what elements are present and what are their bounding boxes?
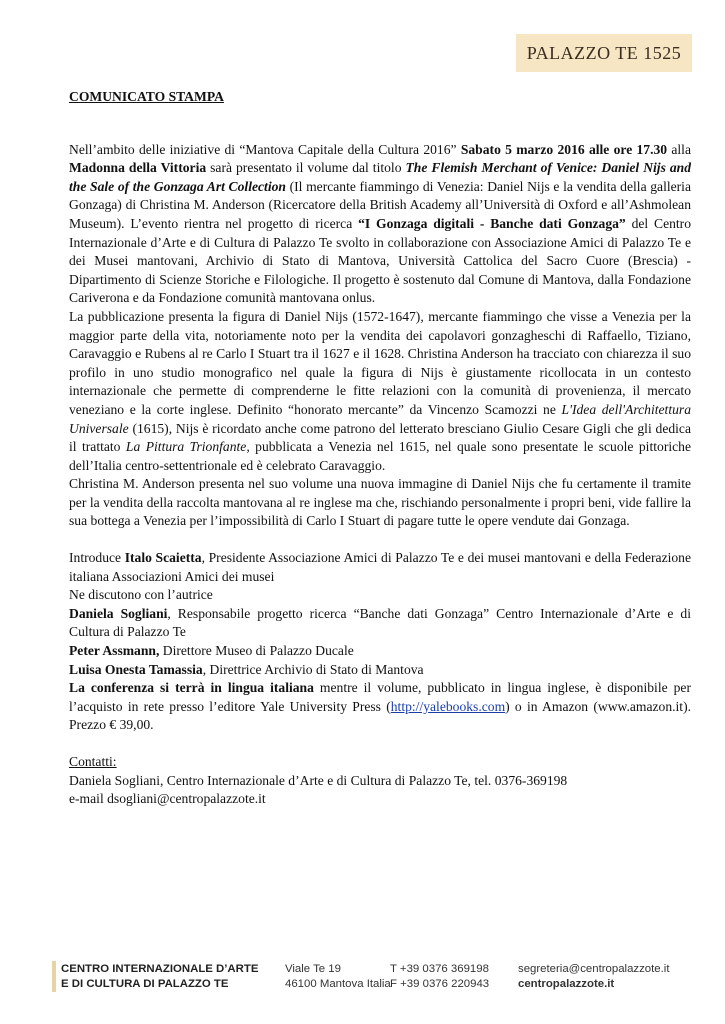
contact-line: Daniela Sogliani, Centro Internazionale d’Arte e di Cultura di Palazzo Te, tel. 0376-369198 [69, 772, 568, 788]
paragraph-anderson: Christina M. Anderson presenta nel suo volume una nuova immagine di Daniel Nijs che fu certamente il tramite per la vendita della raccolta mantovana al re inglese ma che, rischiando personalmente i propri beni, vide fallire la sua bottega a Venezia per l’impossibilità di Carlo I Stuart di pagare tutte le opere vendute dai Gonzaga. [69, 476, 691, 529]
footer-website[interactable]: centropalazzote.it [518, 978, 615, 991]
conference-language-info: La conferenza si terrà in lingua italiana mentre il volume, pubblicato in lingua inglese, è disponibile per l’acquisto in rete presso l’editore Yale University Press (http://yalebooks.com) o in Amazon (www.amazon.it). Prezzo € 39,00. [69, 680, 691, 733]
footer-web [518, 962, 670, 993]
document-title: COMUNICATO STAMPA [69, 89, 224, 104]
footer-accent-bar [52, 961, 56, 992]
yalebooks-link[interactable]: http://yalebooks.com [390, 698, 506, 714]
speaker-tamassia: Luisa Onesta Tamassia, Direttrice Archivio di Stato di Mantova [69, 661, 424, 677]
contacts-label: Contatti: [69, 754, 117, 769]
header-badge [516, 34, 692, 72]
footer-email[interactable]: segreteria@centropalazzote.it [518, 963, 670, 975]
speaker-sogliani: Daniela Sogliani, Responsabile progetto ricerca “Banche dati Gonzaga” Centro Internazionale d’Arte e di Cultura di Palazzo Te [69, 605, 691, 640]
contact-email: e-mail dsogliani@centropalazzote.it [69, 791, 266, 807]
press-release-body [69, 88, 691, 809]
footer-address: Viale Te 19 46100 Mantova Italia [285, 963, 391, 991]
paragraph-publication: La pubblicazione presenta la figura di Daniel Nijs (1572-1647), mercante fiammingo che visse a Venezia per la maggior parte della vita, notoriamente noto per la vendita dei capolavori gonzagheschi di Raffaello, Tiziano, Caravaggio e Rubens al re Carlo I Stuart tra il 1627 e il 1628. Christina Anderson ha tracciato con chiarezza il suo profilo in uno studio monografico nel quale la figura di Nijs è giustamente ricollocata in un contesto internazionale che permette di comprenderne le fitte relazioni con la comunità di provenienza, il mercato veneziano e la corte inglese. Definito “honorato mercante” da Vincenzo Scamozzi ne L'Idea dell'Architettura Universale (1615), Nijs è ricordato anche come patrono del letterato bresciano Giulio Cesare Gigli che gli dedica il trattato La Pittura Trionfante, pubblicata a Venezia nel 1615, nel quale sono presentate le scuole pittoriche dell’Italia centro-settentrionale ed è celebrato Caravaggio. [69, 308, 691, 473]
header-badge-text: PALAZZO TE 1525 [526, 42, 682, 63]
footer-phones: T +39 0376 369198 F +39 0376 220943 [390, 963, 490, 991]
footer [52, 960, 677, 994]
paragraph-intro: Nell’ambito delle iniziative di “Mantova Capitale della Cultura 2016” Sabato 5 marzo 2016 alle ore 17.30 alla Madonna della Vittoria sarà presentato il volume dal titolo The Flemish Merchant of Venice: Daniel Nijs and the Sale of the Gonzaga Art Collection (Il mercante fiammingo di Venezia: Daniel Nijs e la vendita della galleria Gonzaga) di Christina M. Anderson (Ricercatore della British Academy all’Università di Oxford e all’Ashmolean Museum). L’evento rientra nel progetto di ricerca “I Gonzaga digitali - Banche dati Gonzaga” del Centro Internazionale d’Arte e di Cultura di Palazzo Te svolto in collaborazione con Associazione Amici di Palazzo Te e dei Musei mantovani, Archivio di Stato di Mantova, Università Cattolica del Sacro Cuore (Brescia) - Dipartimento di Scienze Storiche e Filologiche. Il progetto è sostenuto dal Comune di Mantova, dalla Fondazione Cariverona e da Fondazione comunità mantovana onlus. [69, 141, 692, 306]
footer-organization: CENTRO INTERNAZIONALE D’ARTE E DI CULTURA DI PALAZZO TE [61, 963, 259, 991]
speaker-introducer: Introduce Italo Scaietta, Presidente Associazione Amici di Palazzo Te e dei musei mantovani e della Federazione italiana Associazioni Amici dei musei [69, 550, 692, 584]
speakers-intro-line: Ne discutono con l’autrice [69, 587, 213, 603]
speaker-assmann: Peter Assmann, Direttore Museo di Palazzo Ducale [69, 643, 354, 659]
